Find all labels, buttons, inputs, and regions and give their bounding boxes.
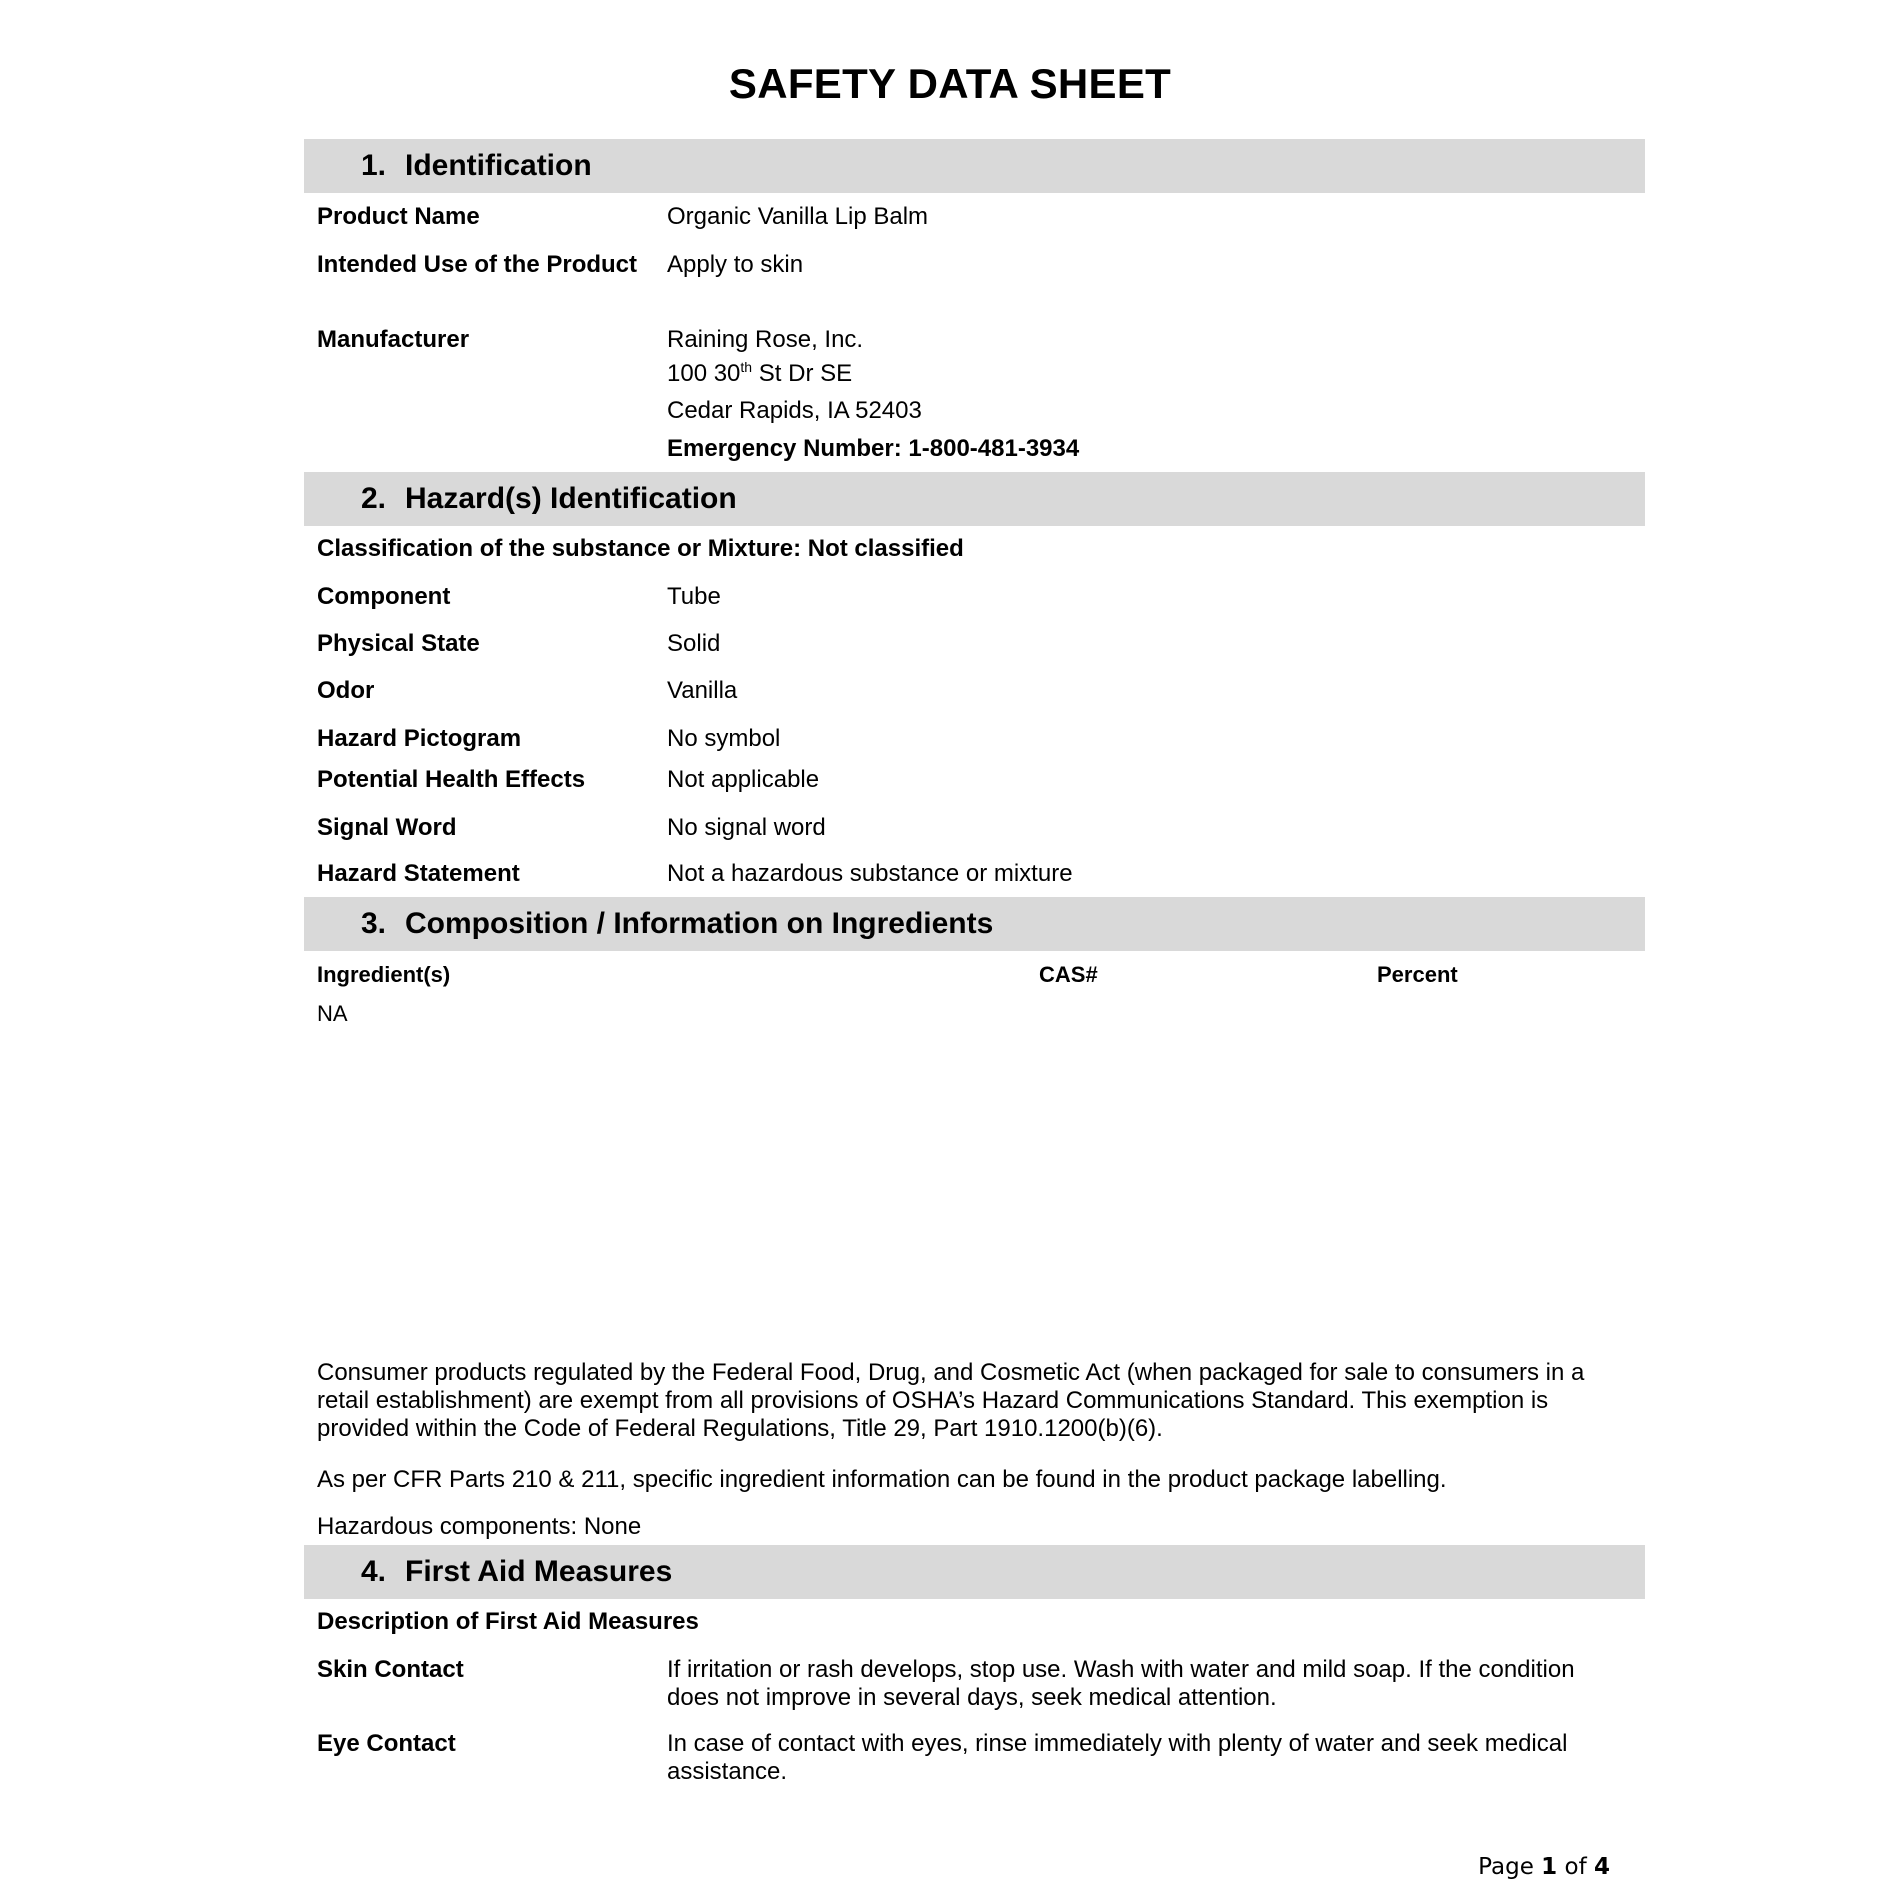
intended-use-value: Apply to skin: [667, 251, 804, 278]
product-name-value: Organic Vanilla Lip Balm: [667, 203, 929, 230]
column-header-cas: CAS#: [1039, 962, 1098, 987]
section-3-header: [304, 897, 1645, 951]
section-1-header: [304, 139, 1645, 193]
hazard-row-value: Tube: [667, 583, 721, 610]
eye-contact-value: In case of contact with eyes, rinse immediately with plenty of water and seek medical assistance.: [667, 1730, 1568, 1785]
hazard-row-label: Physical State: [317, 630, 480, 657]
section-number: 3.: [361, 907, 387, 940]
manufacturer-city: Cedar Rapids, IA 52403: [667, 397, 922, 424]
skin-contact-label: Skin Contact: [317, 1656, 464, 1683]
section-4-header: [304, 1545, 1645, 1599]
product-name-label: Product Name: [317, 203, 480, 230]
page-number: Page 1 of 4: [1478, 1854, 1610, 1880]
hazard-row-label: Hazard Pictogram: [317, 725, 522, 752]
document-title: SAFETY DATA SHEET: [728, 60, 1172, 107]
hazard-row-value: Solid: [667, 630, 721, 657]
section-title: Identification: [405, 149, 592, 182]
hazard-row-label: Potential Health Effects: [317, 766, 586, 793]
hazard-row-value: Vanilla: [667, 677, 738, 704]
hazard-row-value: Not applicable: [667, 766, 820, 793]
intended-use-label: Intended Use of the Product: [317, 251, 638, 278]
hazardous-components-text: Hazardous components: None: [317, 1513, 642, 1540]
classification-statement: Classification of the substance or Mixture: Not classified: [317, 535, 964, 562]
section-title: First Aid Measures: [405, 1555, 673, 1588]
cfr-paragraph: As per CFR Parts 210 & 211, specific ingredient information can be found in the product package labelling.: [317, 1466, 1447, 1493]
section-title: Hazard(s) Identification: [405, 482, 737, 515]
eye-contact-label: Eye Contact: [317, 1730, 456, 1757]
section-number: 1.: [361, 149, 387, 182]
first-aid-subheading: Description of First Aid Measures: [317, 1608, 699, 1635]
column-header-ingredients: Ingredient(s): [317, 962, 451, 987]
manufacturer-name: Raining Rose, Inc.: [667, 326, 864, 353]
hazard-row-value: Not a hazardous substance or mixture: [667, 860, 1073, 887]
skin-contact-value: If irritation or rash develops, stop use. Wash with water and mild soap. If the condition does not improve in several days, seek medical attention.: [667, 1656, 1575, 1711]
section-title: Composition / Information on Ingredients: [405, 907, 994, 940]
column-header-percent: Percent: [1377, 962, 1458, 987]
hazard-row-label: Signal Word: [317, 814, 457, 841]
exemption-paragraph: Consumer products regulated by the Federal Food, Drug, and Cosmetic Act (when packaged for sale to consumers in a retail establishment) are exempt from all provisions of OSHA’s Hazard Communications Standard. This exemption is provided within the Code of Federal Regulations, Title 29, Part 1910.1200(b)(6).: [317, 1359, 1585, 1442]
hazard-row-label: Component: [317, 583, 451, 610]
hazard-row-value: No symbol: [667, 725, 781, 752]
section-number: 2.: [361, 482, 387, 515]
ingredient-cell: NA: [317, 1001, 348, 1026]
section-number: 4.: [361, 1555, 387, 1588]
manufacturer-label: Manufacturer: [317, 326, 470, 353]
hazard-row-value: No signal word: [667, 814, 826, 841]
manufacturer-street: 100 30th St Dr SE: [667, 359, 853, 387]
hazard-row-label: Odor: [317, 677, 375, 704]
emergency-number: Emergency Number: 1-800-481-3934: [667, 435, 1080, 462]
hazard-row-label: Hazard Statement: [317, 860, 520, 887]
section-2-header: [304, 472, 1645, 526]
